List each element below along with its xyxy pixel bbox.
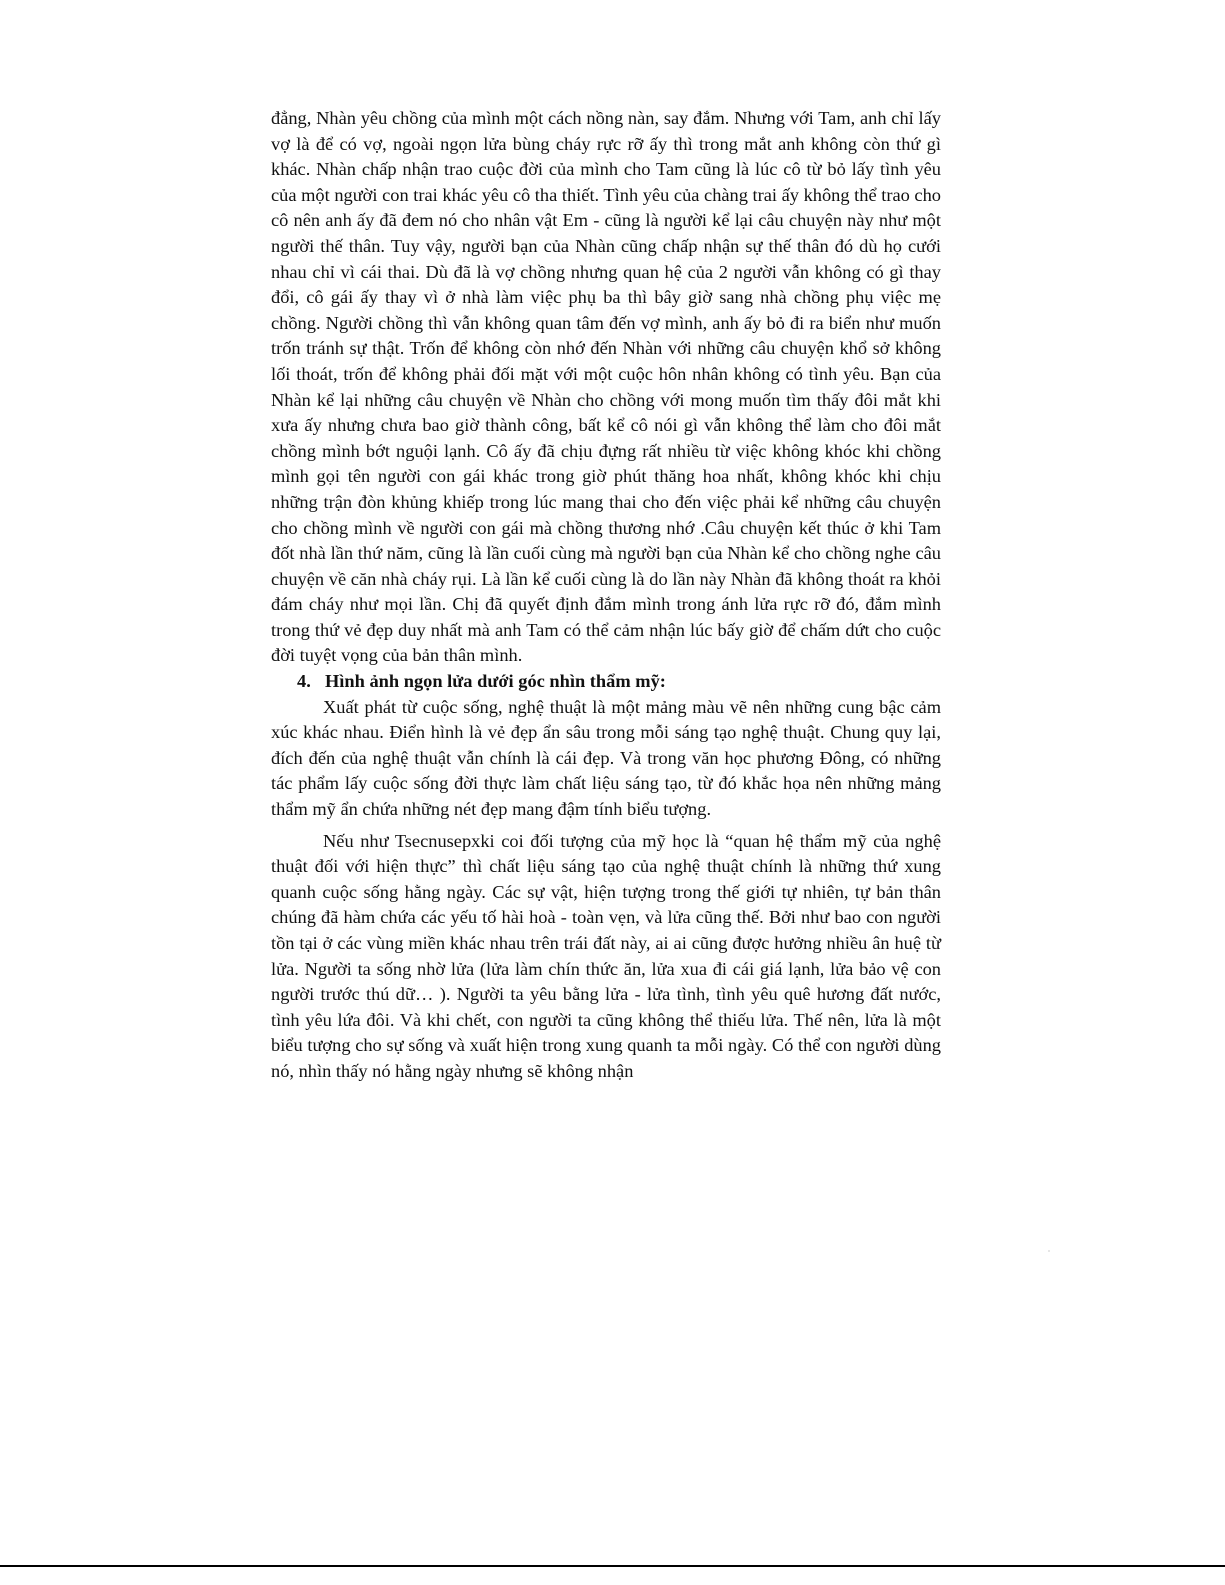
paragraph-aesthetics-intro: Xuất phát từ cuộc sống, nghệ thuật là một mảng màu vẽ nên những cung bậc cảm xúc khác nhau. Điển hình là vẻ đẹp ẩn sâu trong mỗi sáng tạo nghệ thuật. Chung quy lại, đích đến của nghệ thuật vẫn chính là cái đẹp. Và trong văn học phương Đông, có những tác phẩm lấy cuộc sống đời thực làm chất liệu sáng tạo, từ đó khắc họa nên những mảng thẩm mỹ ẩn chứa những nét đẹp mang đậm tính biểu tượng. <box>271 696 941 820</box>
scan-speck <box>1048 1250 1050 1252</box>
section-title: Hình ảnh ngọn lửa dưới góc nhìn thẩm mỹ: <box>325 671 666 692</box>
paragraph-fire-symbol: Nếu như Tsecnusepxki coi đối tượng của mỹ học là “quan hệ thẩm mỹ của nghệ thuật đối với hiện thực” thì chất liệu sáng tạo của nghệ thuật chính là những thứ xung quanh cuộc sống hằng ngày. Các sự vật, hiện tượng trong thế giới tự nhiên, tự bản thân chúng đã hàm chứa các yếu tố hài hoà - toàn vẹn, và lửa cũng thế. Bởi như bao con người tồn tại ở các vùng miền khác nhau trên trái đất này, ai ai cũng được hưởng nhiều ân huệ từ lửa. Người ta sống nhờ lửa (lửa làm chín thức ăn, lửa xua đi cái giá lạnh, lửa bảo vệ con người trước thú dữ… ). Người ta yêu bằng lửa - lửa tình, tình yêu quê hương đất nước, tình yêu lứa đôi. Và khi chết, con người ta cũng không thể thiếu lửa. Thế nên, lửa là một biểu tượng cho sự sống và xuất hiện trong xung quanh ta mỗi ngày. Có thể con người dùng nó, nhìn thấy nó hằng ngày nhưng sẽ không nhận <box>271 830 941 1081</box>
page-bottom-edge <box>0 1565 1225 1567</box>
section-heading <box>271 669 941 695</box>
paragraph-continued: đẳng, Nhàn yêu chồng của mình một cách nồng nàn, say đắm. Nhưng với Tam, anh chỉ lấy vợ là để có vợ, ngoài ngọn lửa bùng cháy rực rỡ ấy thì trong mắt anh không còn thứ gì khác. Nhàn chấp nhận trao cuộc đời của mình cho Tam cũng là lúc cô từ bỏ lấy tình yêu của một người con trai khác yêu cô tha thiết. Tình yêu của chàng trai ấy không thể trao cho cô nên anh ấy đã đem nó cho nhân vật Em - cũng là người kể lại câu chuyện này như một người thế thân. Tuy vậy, người bạn của Nhàn cũng chấp nhận sự thế thân đó dù họ cưới nhau chỉ vì cái thai. Dù đã là vợ chồng nhưng quan hệ của 2 người vẫn không có gì thay đổi, cô gái ấy thay vì ở nhà làm việc phụ ba thì bây giờ sang nhà chồng phụ việc mẹ chồng. Người chồng thì vẫn không quan tâm đến vợ mình, anh ấy bỏ đi ra biển như muốn trốn tránh sự thật. Trốn để không còn nhớ đến Nhàn với những câu chuyện khổ sở không lối thoát, trốn để không phải đối mặt với một cuộc hôn nhân không có tình yêu. Bạn của Nhàn kể lại những câu chuyện về Nhàn cho chồng với mong muốn tìm thấy đôi mắt khi xưa ấy nhưng chưa bao giờ thành công, bất kể cô nói gì vẫn không thể làm cho đôi mắt chồng mình bớt nguội lạnh. Cô ấy đã chịu đựng rất nhiều từ việc không khóc khi chồng mình gọi tên người con gái khác trong giờ phút thăng hoa nhất, không khóc khi chịu những trận đòn khủng khiếp trong lúc mang thai cho đến việc phải kể những câu chuyện cho chồng mình về người con gái mà chồng thương nhớ .Câu chuyện kết thúc ở khi Tam đốt nhà lần thứ năm, cũng là lần cuối cùng mà người bạn của Nhàn kể cho chồng nghe câu chuyện về căn nhà cháy rụi. Là lần kể cuối cùng là do lần này Nhàn đã không thoát ra khỏi đám cháy như mọi lần. Chị đã quyết định đắm mình trong ánh lửa rực rỡ đó, đắm mình trong thứ vẻ đẹp duy nhất mà anh Tam có thể cảm nhận lúc bấy giờ để chấm dứt cho cuộc đời tuyệt vọng của bản thân mình. <box>271 108 941 666</box>
section-number: 4. <box>297 671 311 692</box>
body-text <box>271 106 941 1085</box>
